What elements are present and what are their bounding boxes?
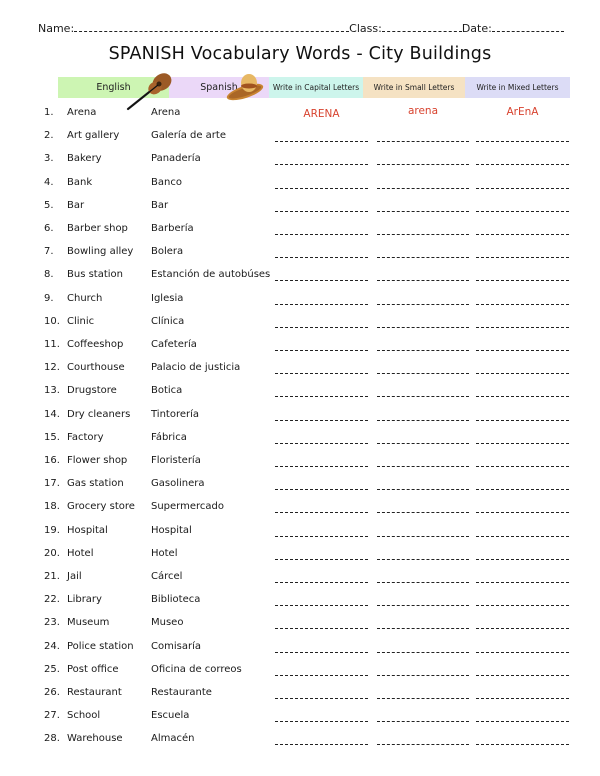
small-letters-blank[interactable] — [377, 744, 469, 745]
guitar-icon — [124, 70, 174, 112]
vocab-row — [44, 687, 574, 705]
small-letters-blank[interactable] — [377, 536, 469, 537]
capital-letters-blank[interactable] — [275, 211, 368, 212]
small-letters-blank[interactable] — [377, 443, 469, 444]
english-word: Jail — [67, 571, 82, 582]
row-number: 8. — [44, 269, 54, 281]
small-letters-blank[interactable] — [377, 582, 469, 583]
english-word: Library — [67, 594, 102, 606]
spanish-word: Biblioteca — [151, 594, 201, 606]
row-number: 25. — [44, 663, 60, 675]
spanish-word: Museo — [151, 617, 184, 629]
mixed-letters-blank[interactable] — [476, 536, 569, 537]
capital-letters-blank[interactable] — [275, 489, 368, 490]
row-number: 9. — [44, 292, 54, 304]
capital-letters-blank[interactable] — [275, 141, 368, 142]
mixed-letters-blank[interactable] — [476, 257, 569, 258]
english-word: Factory — [67, 431, 104, 443]
spanish-word: Comisaría — [151, 640, 201, 652]
spanish-word: Barbería — [151, 223, 194, 234]
small-letters-blank[interactable] — [377, 628, 469, 629]
english-word: Coffeeshop — [67, 339, 124, 350]
date-label: Date: — [461, 22, 492, 35]
mixed-letters-blank[interactable] — [476, 443, 569, 444]
spanish-word: Panadería — [151, 153, 201, 165]
small-letters-blank[interactable] — [377, 211, 469, 212]
capital-letters-blank[interactable] — [275, 536, 368, 537]
vocab-row — [44, 316, 574, 334]
capital-letters-blank[interactable] — [275, 675, 368, 676]
spanish-word: Bolera — [151, 246, 184, 258]
page-title: SPANISH Vocabulary Words - City Buildings — [108, 44, 492, 64]
capital-letters-blank[interactable] — [275, 280, 368, 281]
date-field[interactable] — [492, 22, 564, 32]
english-word: Gas station — [67, 478, 124, 490]
vocab-row — [44, 293, 574, 311]
vocab-row — [44, 501, 574, 519]
vocab-row — [44, 339, 574, 357]
capital-letters-blank[interactable] — [275, 466, 368, 467]
small-letters-blank[interactable] — [377, 327, 469, 328]
english-word: Post office — [67, 663, 119, 675]
vocab-row — [44, 409, 574, 427]
small-letters-blank[interactable] — [377, 489, 469, 490]
row-number: 15. — [44, 431, 60, 443]
english-word: Hotel — [67, 547, 94, 559]
vocab-row — [44, 153, 574, 171]
row-number: 28. — [44, 733, 60, 745]
name-field[interactable] — [74, 22, 349, 32]
vocab-row — [44, 641, 574, 659]
vocab-row — [44, 733, 574, 751]
mixed-letters-blank[interactable] — [476, 141, 569, 142]
spanish-word: Bar — [151, 199, 169, 211]
row-number: 20. — [44, 547, 60, 559]
vocab-row — [44, 432, 574, 450]
mixed-letters-blank[interactable] — [476, 698, 569, 699]
english-word: Bowling alley — [67, 246, 134, 258]
mixed-letters-blank[interactable] — [476, 605, 569, 606]
vocab-row — [44, 478, 574, 496]
capital-letters-blank[interactable] — [275, 721, 368, 722]
capital-letters-blank[interactable] — [275, 373, 368, 374]
sample-capital: ARENA — [303, 108, 340, 120]
capital-letters-blank[interactable] — [275, 396, 368, 397]
vocab-row — [44, 177, 574, 195]
spanish-word: Cafetería — [151, 339, 197, 350]
row-number: 6. — [44, 223, 54, 234]
capital-letters-blank[interactable] — [275, 628, 368, 629]
vocab-row — [44, 594, 574, 612]
vocab-row — [44, 200, 574, 218]
mixed-letters-blank[interactable] — [476, 559, 569, 560]
vocab-row — [44, 246, 574, 264]
mixed-letters-blank[interactable] — [476, 304, 569, 305]
small-letters-blank[interactable] — [377, 257, 469, 258]
capital-letters-blank[interactable] — [275, 443, 368, 444]
mixed-letters-blank[interactable] — [476, 188, 569, 189]
capital-letters-blank[interactable] — [275, 304, 368, 305]
spanish-word: Floristería — [151, 455, 201, 466]
small-letters-blank[interactable] — [377, 234, 469, 235]
row-number: 16. — [44, 455, 60, 466]
spanish-word: Botica — [151, 385, 183, 397]
row-number: 24. — [44, 640, 60, 652]
vocab-row — [44, 223, 574, 241]
english-word: Dry cleaners — [67, 408, 131, 420]
small-letters-blank[interactable] — [377, 141, 469, 142]
small-letters-blank[interactable] — [377, 350, 469, 351]
row-number: 10. — [44, 315, 60, 327]
row-number: 19. — [44, 524, 60, 536]
capital-letters-blank[interactable] — [275, 744, 368, 745]
vocab-row — [44, 525, 574, 543]
english-word: Restaurant — [67, 687, 122, 698]
small-letters-blank[interactable] — [377, 373, 469, 374]
english-word: Bakery — [67, 153, 102, 165]
mixed-letters-blank[interactable] — [476, 512, 569, 513]
class-field[interactable] — [382, 22, 462, 32]
spanish-word: Supermercado — [151, 501, 224, 513]
small-letters-blank[interactable] — [377, 652, 469, 653]
row-number: 1. — [44, 107, 54, 118]
capital-letters-blank[interactable] — [275, 188, 368, 189]
row-number: 26. — [44, 687, 60, 698]
vocab-row — [44, 107, 574, 125]
row-number: 21. — [44, 571, 60, 582]
vocab-row — [44, 362, 574, 380]
vocab-row — [44, 548, 574, 566]
english-word: Bar — [67, 199, 85, 211]
row-number: 12. — [44, 362, 60, 374]
row-number: 5. — [44, 199, 54, 211]
mixed-letters-blank[interactable] — [476, 466, 569, 467]
column-header-spanish: Spanish — [169, 77, 269, 98]
mixed-letters-blank[interactable] — [476, 420, 569, 421]
vocab-row — [44, 617, 574, 635]
capital-letters-blank[interactable] — [275, 698, 368, 699]
row-number: 2. — [44, 130, 54, 142]
row-number: 22. — [44, 594, 60, 606]
vocab-row — [44, 664, 574, 682]
capital-letters-blank[interactable] — [275, 605, 368, 606]
spanish-word: Tintorería — [151, 408, 200, 420]
row-number: 17. — [44, 478, 60, 490]
mixed-letters-blank[interactable] — [476, 211, 569, 212]
capital-letters-blank[interactable] — [275, 164, 368, 165]
capital-letters-blank[interactable] — [275, 582, 368, 583]
row-number: 3. — [44, 153, 54, 165]
english-word: Bus station — [67, 269, 124, 281]
capital-letters-blank[interactable] — [275, 257, 368, 258]
capital-letters-blank[interactable] — [275, 512, 368, 513]
english-word: Grocery store — [67, 501, 135, 513]
mixed-letters-blank[interactable] — [476, 350, 569, 351]
english-word: Drugstore — [67, 385, 117, 397]
spanish-word: Banco — [151, 176, 182, 188]
small-letters-blank[interactable] — [377, 721, 469, 722]
vocab-row — [44, 385, 574, 403]
capital-letters-blank[interactable] — [275, 652, 368, 653]
row-number: 11. — [44, 339, 60, 350]
spanish-word: Iglesia — [151, 292, 184, 304]
mixed-letters-blank[interactable] — [476, 721, 569, 722]
row-number: 27. — [44, 710, 60, 722]
mixed-letters-blank[interactable] — [476, 396, 569, 397]
spanish-word: Hotel — [151, 547, 178, 559]
sample-mixed: ArEnA — [506, 106, 539, 118]
small-letters-blank[interactable] — [377, 698, 469, 699]
small-letters-blank[interactable] — [377, 512, 469, 513]
english-word: Police station — [67, 640, 134, 652]
english-word: Clinic — [67, 315, 95, 327]
row-number: 7. — [44, 246, 54, 258]
vocab-row — [44, 455, 574, 473]
english-word: Flower shop — [67, 455, 128, 466]
capital-letters-blank[interactable] — [275, 420, 368, 421]
small-letters-blank[interactable] — [377, 164, 469, 165]
small-letters-blank[interactable] — [377, 420, 469, 421]
spanish-word: Gasolinera — [151, 478, 205, 490]
small-letters-blank[interactable] — [377, 188, 469, 189]
capital-letters-blank[interactable] — [275, 559, 368, 560]
english-word: Art gallery — [67, 130, 120, 142]
spanish-word: Oficina de correos — [151, 663, 242, 675]
sombrero-icon — [225, 70, 267, 102]
spanish-word: Almacén — [151, 733, 195, 745]
english-word: Hospital — [67, 524, 108, 536]
english-word: Bank — [67, 176, 93, 188]
mixed-letters-blank[interactable] — [476, 327, 569, 328]
spanish-word: Galería de arte — [151, 130, 226, 142]
spanish-word: Arena — [151, 107, 181, 118]
english-word: Barber shop — [67, 223, 128, 234]
row-number: 18. — [44, 501, 60, 513]
column-header-capital: Write in Capital Letters — [269, 77, 363, 98]
capital-letters-blank[interactable] — [275, 234, 368, 235]
vocab-row — [44, 710, 574, 728]
mixed-letters-blank[interactable] — [476, 628, 569, 629]
small-letters-blank[interactable] — [377, 304, 469, 305]
spanish-word: Estanción de autobúses — [151, 269, 271, 281]
spanish-word: Palacio de justicia — [151, 362, 241, 374]
row-number: 23. — [44, 617, 60, 629]
spanish-word: Clínica — [151, 315, 185, 327]
mixed-letters-blank[interactable] — [476, 582, 569, 583]
column-header-small: Write in Small Letters — [363, 77, 465, 98]
capital-letters-blank[interactable] — [275, 327, 368, 328]
mixed-letters-blank[interactable] — [476, 164, 569, 165]
vocab-row — [44, 130, 574, 148]
capital-letters-blank[interactable] — [275, 350, 368, 351]
spanish-word: Cárcel — [151, 571, 183, 582]
sample-small: arena — [407, 105, 439, 117]
row-number: 13. — [44, 385, 60, 397]
row-number: 4. — [44, 176, 54, 188]
small-letters-blank[interactable] — [377, 396, 469, 397]
english-word: Arena — [67, 107, 97, 118]
vocab-row — [44, 269, 574, 287]
row-number: 14. — [44, 408, 60, 420]
small-letters-blank[interactable] — [377, 280, 469, 281]
class-label: Class: — [349, 22, 382, 35]
mixed-letters-blank[interactable] — [476, 744, 569, 745]
small-letters-blank[interactable] — [377, 466, 469, 467]
spanish-word: Escuela — [151, 710, 190, 722]
mixed-letters-blank[interactable] — [476, 234, 569, 235]
vocab-row — [44, 571, 574, 589]
mixed-letters-blank[interactable] — [476, 675, 569, 676]
english-word: Museum — [67, 617, 110, 629]
mixed-letters-blank[interactable] — [476, 489, 569, 490]
english-word: Courthouse — [67, 362, 125, 374]
english-word: School — [67, 710, 101, 722]
mixed-letters-blank[interactable] — [476, 373, 569, 374]
mixed-letters-blank[interactable] — [476, 652, 569, 653]
column-header-english: English — [58, 77, 169, 98]
spanish-word: Fábrica — [151, 431, 187, 443]
spanish-word: Restaurante — [151, 687, 212, 698]
name-label: Name: — [38, 22, 75, 35]
student-info-line — [38, 22, 570, 35]
english-word: Warehouse — [67, 733, 123, 745]
spanish-word: Hospital — [151, 524, 192, 536]
small-letters-blank[interactable] — [377, 605, 469, 606]
small-letters-blank[interactable] — [377, 675, 469, 676]
small-letters-blank[interactable] — [377, 559, 469, 560]
mixed-letters-blank[interactable] — [476, 280, 569, 281]
column-header-mixed: Write in Mixed Letters — [465, 77, 570, 98]
english-word: Church — [67, 292, 103, 304]
